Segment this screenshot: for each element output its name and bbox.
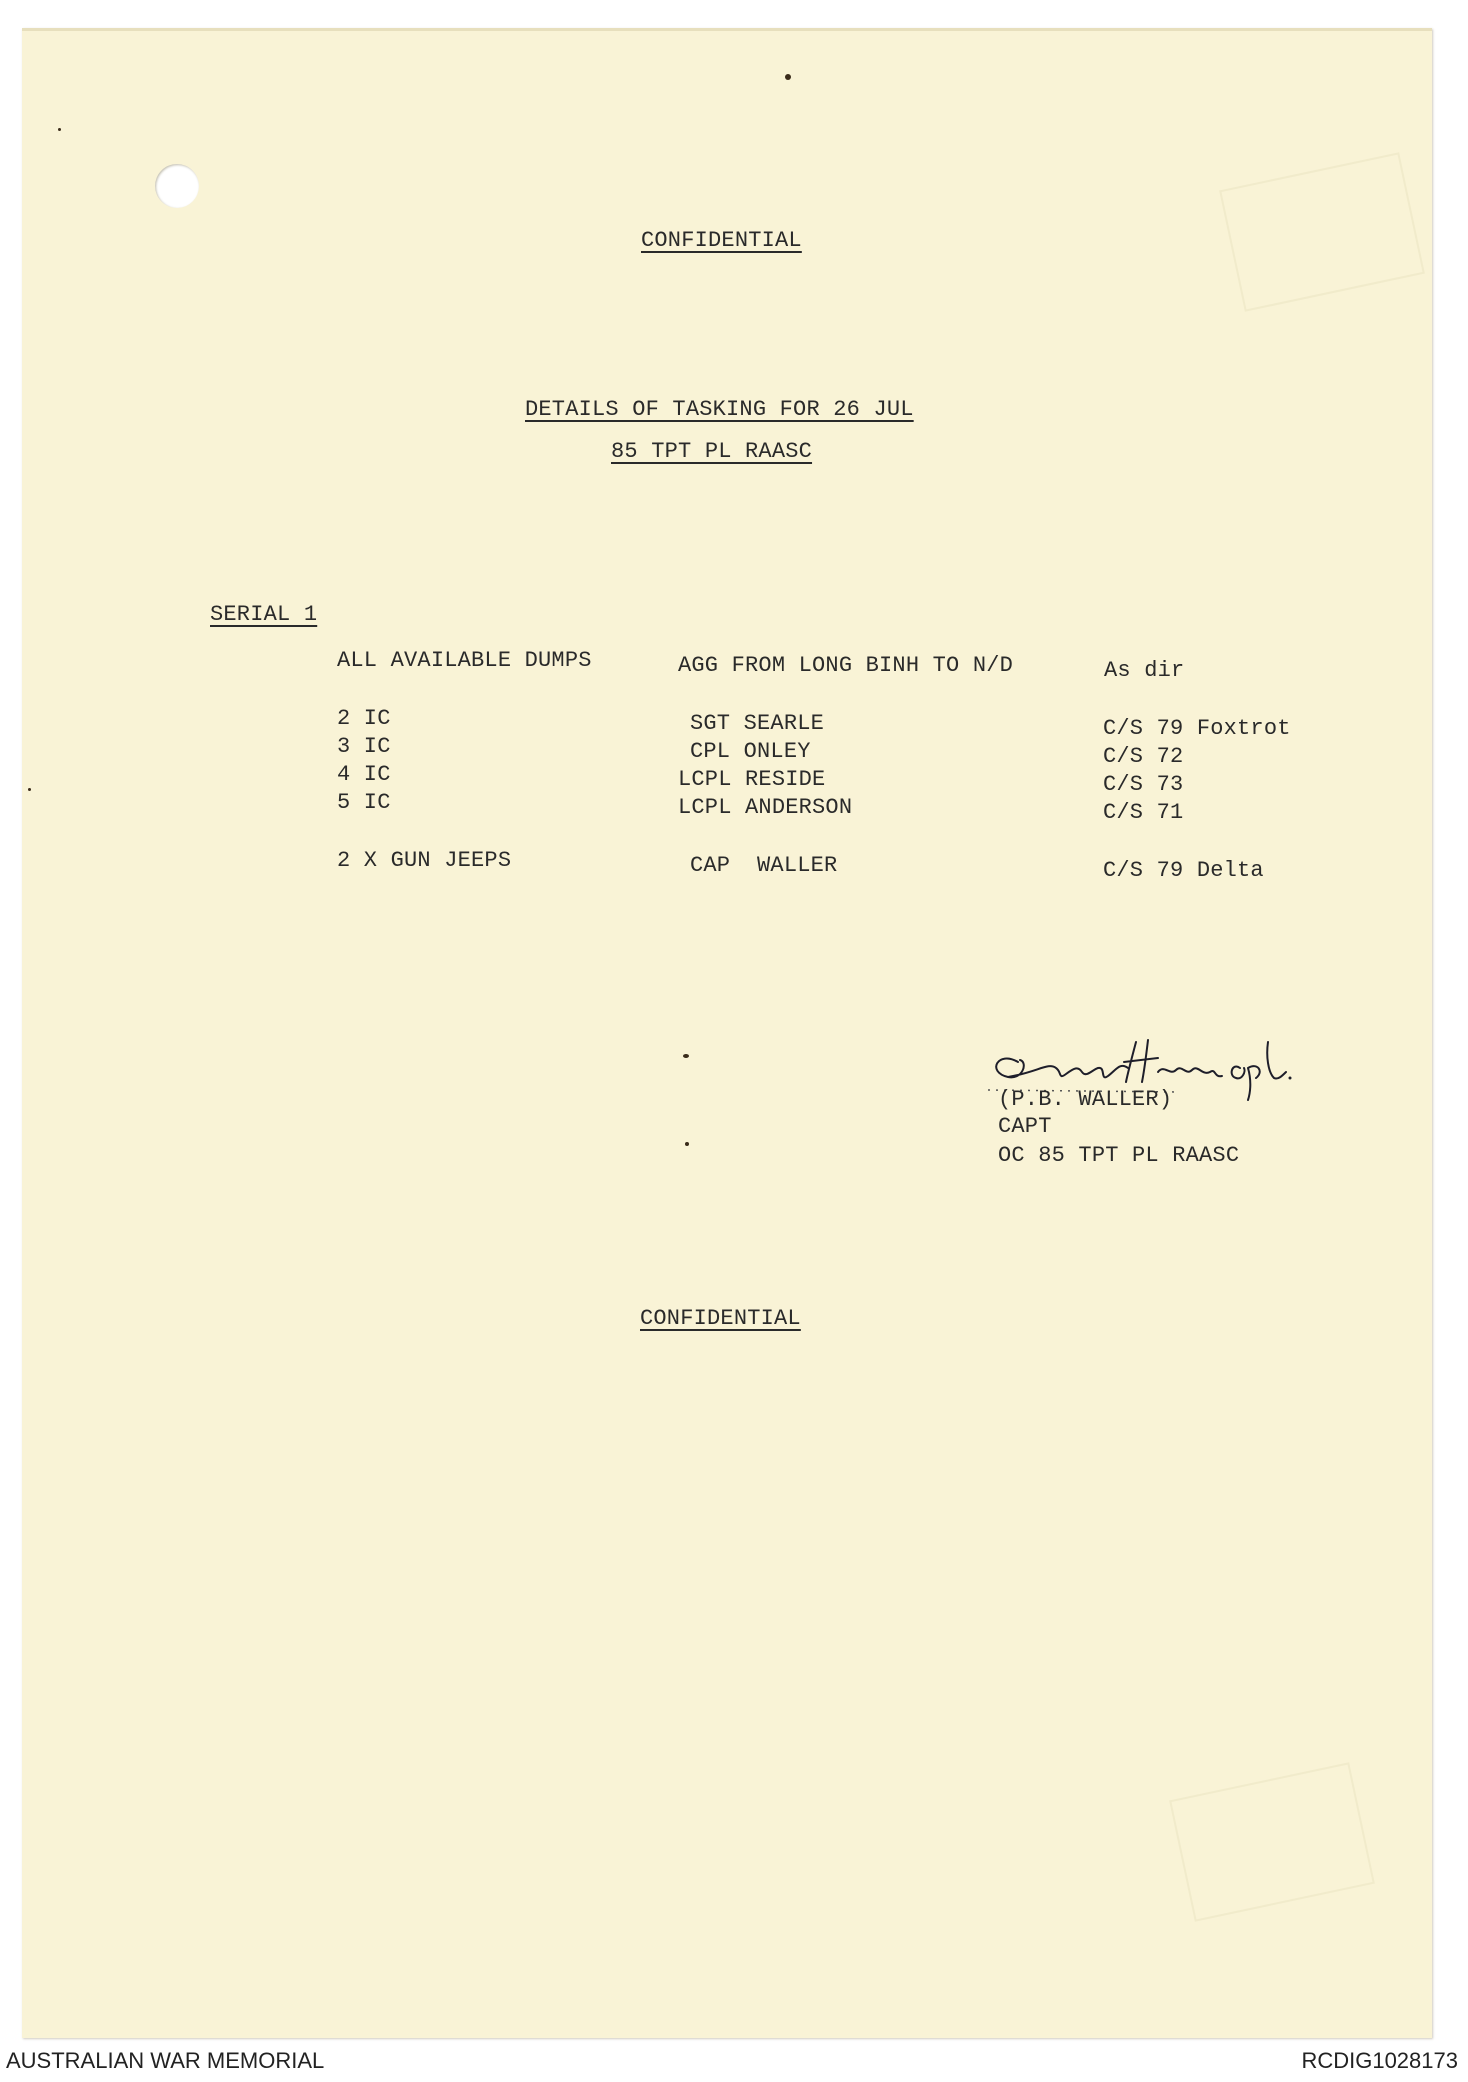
signatory-unit: OC 85 TPT PL RAASC [998,1143,1240,1168]
header-col3: As dir [1104,658,1185,683]
gun-jeeps-col2: CAP WALLER [690,853,838,878]
signatory-name: (P.B. WALLER) [998,1087,1173,1112]
footer-record-id: RCDIG1028173 [1301,2048,1458,2073]
footer-archive-name: AUSTRALIAN WAR MEMORIAL [6,2048,325,2073]
ink-speck [685,1142,689,1146]
ink-speck [785,74,791,80]
paper-top-edge [22,28,1432,31]
header-col1: ALL AVAILABLE DUMPS [337,648,592,673]
task-row-1-col2: SGT SEARLE [690,711,825,736]
ink-speck [58,128,61,131]
gun-jeeps-col1: 2 X GUN JEEPS [337,848,512,873]
task-row-2-col3: C/S 72 [1103,744,1184,769]
task-row-3-col1: 4 IC [337,762,391,787]
task-row-1-col3: C/S 79 Foxtrot [1103,716,1291,741]
task-row-2-col2: CPL ONLEY [690,739,811,764]
header-col2: AGG FROM LONG BINH TO N/D [678,653,1014,678]
classification-bottom: CONFIDENTIAL [640,1306,801,1331]
signatory-rank: CAPT [998,1114,1052,1139]
task-row-1-col1: 2 IC [337,706,391,731]
punch-hole [155,164,199,208]
task-row-2-col1: 3 IC [337,734,391,759]
task-row-4-col1: 5 IC [337,790,391,815]
task-row-3-col2: LCPL RESIDE [678,767,826,792]
document-title: DETAILS OF TASKING FOR 26 JUL [525,397,914,422]
task-row-4-col3: C/S 71 [1103,800,1184,825]
task-row-3-col3: C/S 73 [1103,772,1184,797]
serial-heading: SERIAL 1 [210,602,318,627]
ink-speck [28,788,31,791]
classification-top: CONFIDENTIAL [641,228,802,253]
ink-speck [683,1054,689,1058]
task-row-4-col2: LCPL ANDERSON [678,795,853,820]
unit-title: 85 TPT PL RAASC [611,439,813,464]
gun-jeeps-col3: C/S 79 Delta [1103,858,1264,883]
